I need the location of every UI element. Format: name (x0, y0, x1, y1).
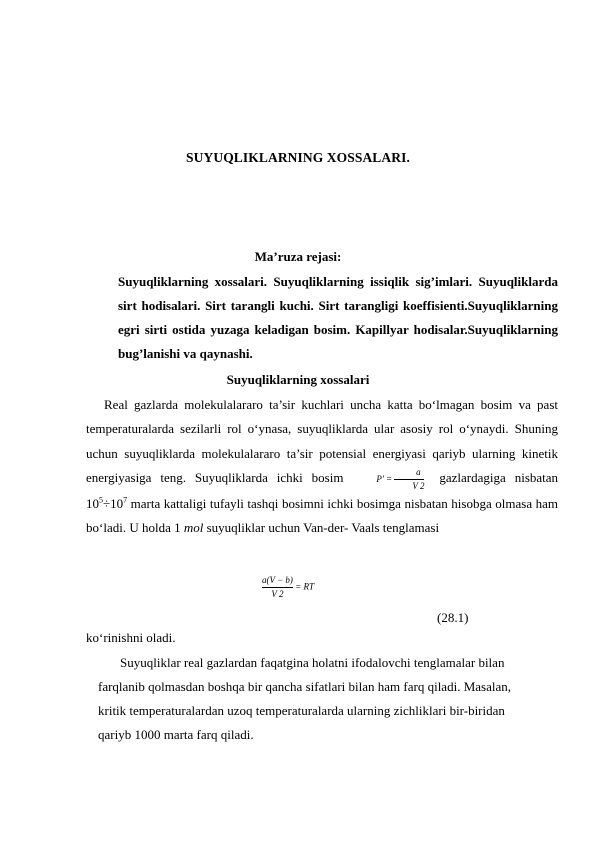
mol-unit: mol (183, 520, 204, 536)
after-equation-text: ko‘rinishni oladi. (86, 630, 176, 645)
paragraph-2-line: qariyb 1000 marta farq qiladi. (98, 727, 254, 742)
paragraph-1 (86, 393, 558, 541)
fraction-bar (394, 479, 424, 480)
paragraph-1-text-c-end: suyuqliklar uchun Van-der- Vaals tenglamasi (203, 520, 440, 536)
paragraph-1-text-c-post: marta kattaligi tufayli tashqi bosimni ichki bosimga nisbatan hisobga olmasa ham bo‘ladi. U holda 1 (86, 495, 558, 536)
equation-number: (28.1) (437, 610, 469, 625)
inline-formula-numerator: a (416, 466, 421, 477)
page-title: SUYUQLIKLARNING XOSSALARI. (186, 150, 410, 165)
exponent-1: 5 (99, 495, 103, 505)
paragraph-2-line: Suyuqliklar real gazlardan faqatgina holatni ifodalovchi tenglamalar bilan (120, 655, 505, 670)
equation-numerator: a(V − b) (262, 575, 293, 585)
paragraph-1-text-c-mid: ÷10 (103, 495, 124, 511)
section-body (86, 393, 558, 541)
inline-formula-denominator: V 2 (412, 480, 425, 491)
exponent-2: 7 (123, 495, 128, 505)
van-der-waals-equation (262, 575, 314, 600)
plan-heading: Ma’ruza rejasi: (254, 249, 342, 264)
inline-formula-lhs: P' = (376, 473, 393, 484)
equation-fraction (262, 575, 293, 600)
paragraph-1-text-a: Real gazlarda molekulalararo ta’sir kuchlari uncha katta bo‘lmagan bosim va past temperaturalarda sezilarli rol o‘ynasa, suyuqliklarda ular asosiy rol o‘ynaydi. Shuning uchun suyuqliklarda molekulalararo ta’sir potensial energiyasi qariyb ularning kinetik energiyasiga teng. Suyuqliklarda ichki bosim (86, 397, 558, 486)
inline-formula (358, 467, 424, 492)
paragraph-2-line: kritik temperaturalardan uzoq temperaturalarda ularning zichliklari bir-biridan (98, 703, 505, 718)
fraction-bar (262, 587, 293, 588)
paragraph-1-text-c-pre: nisbatan 10 (86, 470, 559, 511)
equation-denominator: V 2 (271, 589, 284, 599)
paragraph-2-line: farqlanib qolmasdan boshqa bir qancha sifatlari bilan ham farq qiladi. Masalan, (98, 679, 511, 694)
section-heading: Suyuqliklarning xossalari (226, 372, 370, 387)
plan-text: Suyuqliklarning xossalari. Suyuqliklarning issiqlik sig’imlari. Suyuqliklarda sirt hodisalari. Sirt tarangli kuchi. Sirt tarangligi koeffisienti.Suyuqliklarning egri sirti ostida yuzaga keladigan bosim. Kapillyar hodisalar.Suyuqliklarning bug’lanishi va qaynashi. (118, 274, 558, 361)
paragraph-2 (98, 651, 546, 747)
equation-rhs: = RT (295, 581, 314, 592)
paragraph-1-text-b: gazlardagiga (439, 470, 506, 486)
inline-formula-fraction (394, 467, 424, 492)
